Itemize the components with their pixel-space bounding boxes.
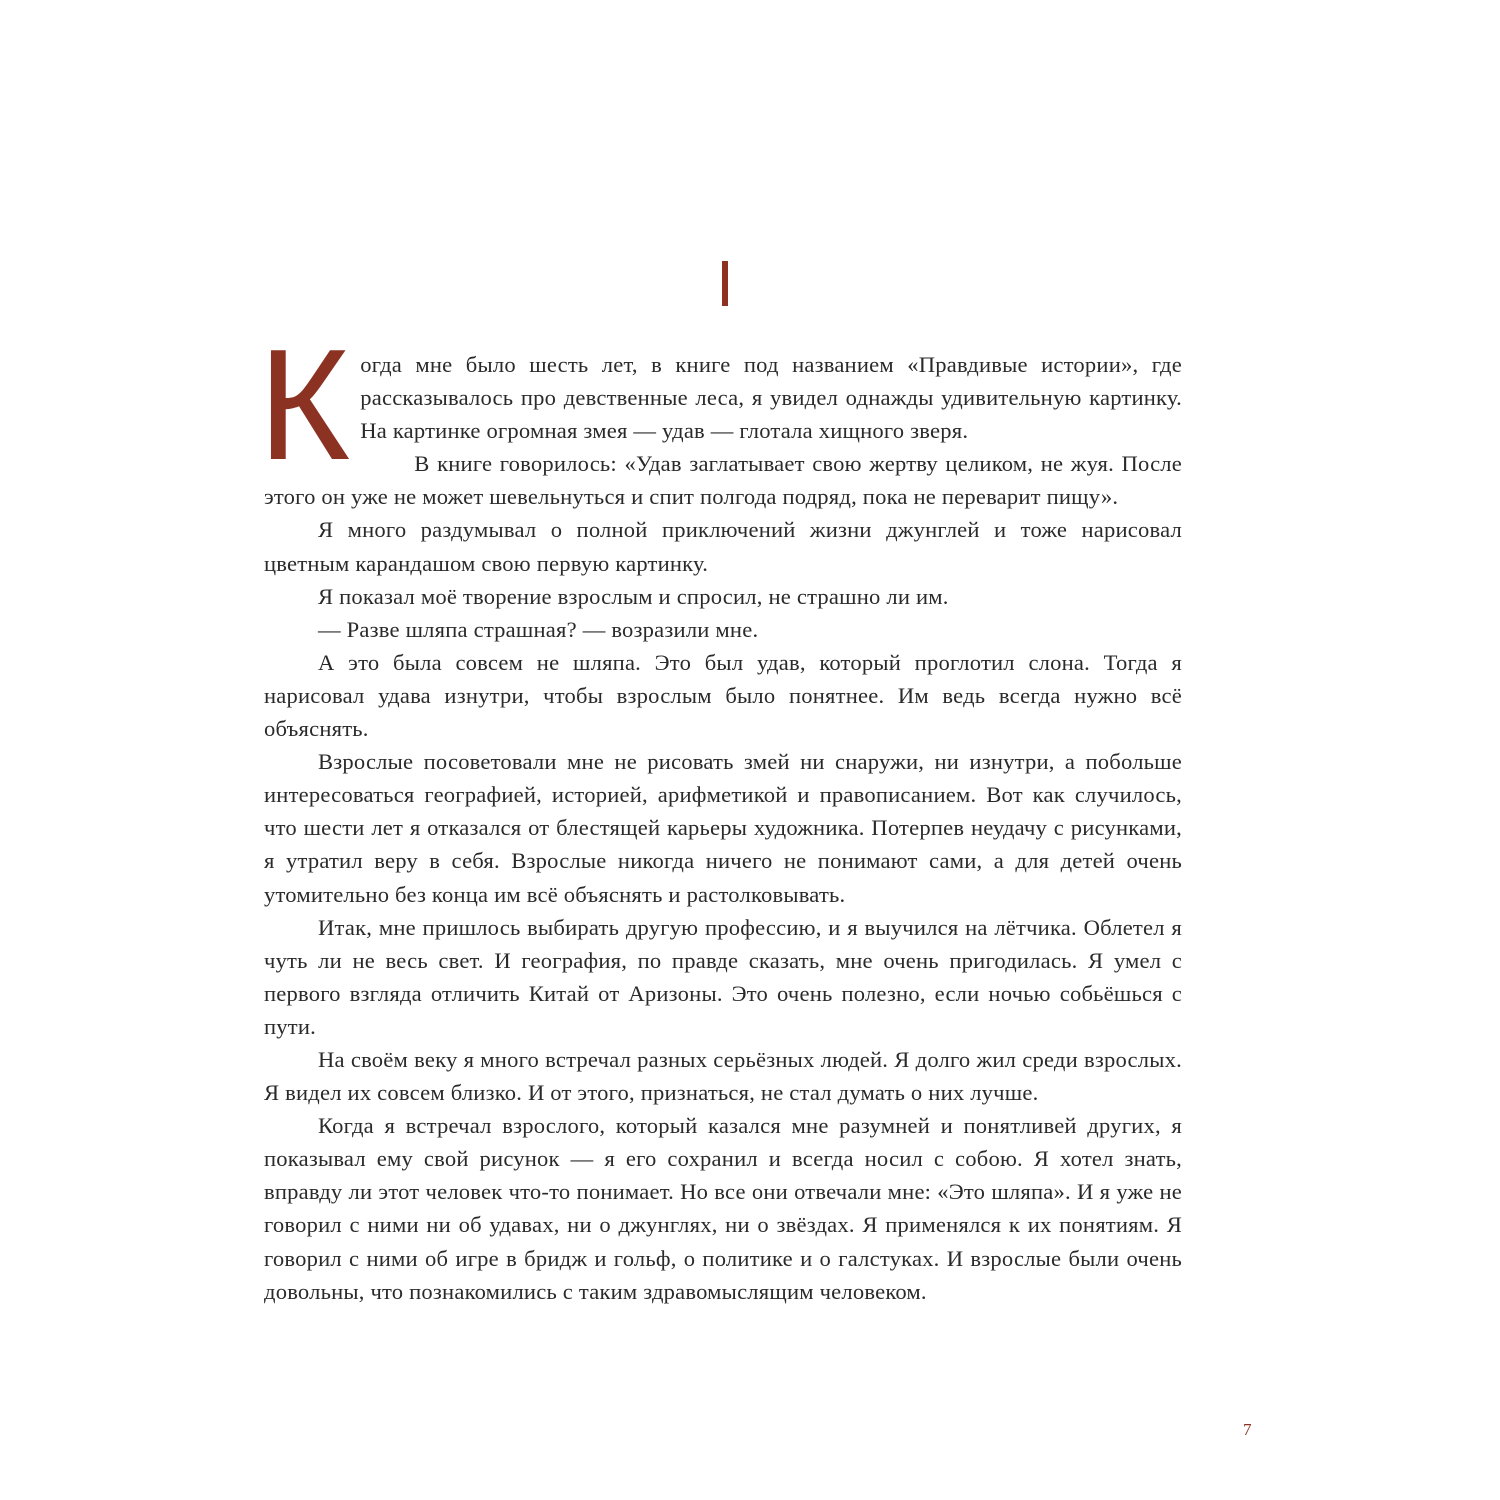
paragraph-5: — Разве шляпа страшная? — возразили мне. [318, 616, 759, 642]
page-number: 7 [1243, 1420, 1252, 1439]
paragraph-text: огда мне было шесть лет, в книге под названием «Правдивые истории», где рассказывалось про девственные леса, я увидел однажды удивительную картинку. На картинке огромная змея — удав — глотала хищного зверя. [360, 352, 1182, 444]
paragraph-10: Когда я встречал взрослого, который казался мне разумней и понятливей других, я показывал ему свой рисунок — я его сохранил и всегда носил с собою. Я хотел знать, вправду ли этот человек что-то понимает. Но все они отвечали мне: «Это шляпа». И я уже не говорил с ними ни об удавах, ни о джунглях, ни о звёздах. Я применялся к их понятиям. Я говорил с ними об игре в бридж и гольф, о политике и о галстуках. И взрослые были очень довольны, что познакомились с таким здравомыслящим человеком. [264, 1113, 1182, 1304]
paragraph-7: Взрослые посоветовали мне не рисовать змей ни снаружи, ни изнутри, а побольше интересоваться географией, историей, арифметикой и правописанием. Вот как случилось, что шести лет я отказался от блестящей карьеры художника. Потерпев неудачу с рисунками, я утратил веру в себя. Взрослые никогда ничего не понимают сами, а для детей очень утомительно без конца им всё объяснять и растолковывать. [264, 749, 1182, 907]
paragraph-6: А это была совсем не шляпа. Это был удав, который проглотил слона. Тогда я нарисовал удава изнутри, чтобы взрослым было понятнее. Им ведь всегда нужно всё объяснять. [264, 649, 1182, 742]
chapter-numeral [722, 261, 728, 306]
paragraph-3: Я много раздумывал о полной приключений жизни джунглей и тоже нарисовал цветным карандашом свою первую картинку. [264, 517, 1182, 576]
paragraph-2: В книге говорилось: «Удав заглатывает свою жертву целиком, не жуя. После этого он уже не может шевельнуться и спит полгода подряд, пока не переварит пищу». [264, 451, 1182, 510]
paragraph-4: Я показал моё творение взрослым и спросил, не страшно ли им. [318, 583, 949, 609]
drop-cap: К [258, 317, 351, 493]
paragraph-9: На своём веку я много встречал разных серьёзных людей. Я долго жил среди взрослых. Я видел их совсем близко. И от этого, признаться, не стал думать о них лучше. [264, 1046, 1182, 1106]
paragraph-8: Итак, мне пришлось выбирать другую профессию, и я выучился на лётчика. Облетел я чуть ли не весь свет. И география, по правде сказать, мне очень пригодилась. Я умел с первого взгляда отличить Китай от Аризоны. Это очень полезно, если ночью собьёшься с пути. [264, 914, 1182, 1039]
chapter-body [258, 317, 1182, 1308]
